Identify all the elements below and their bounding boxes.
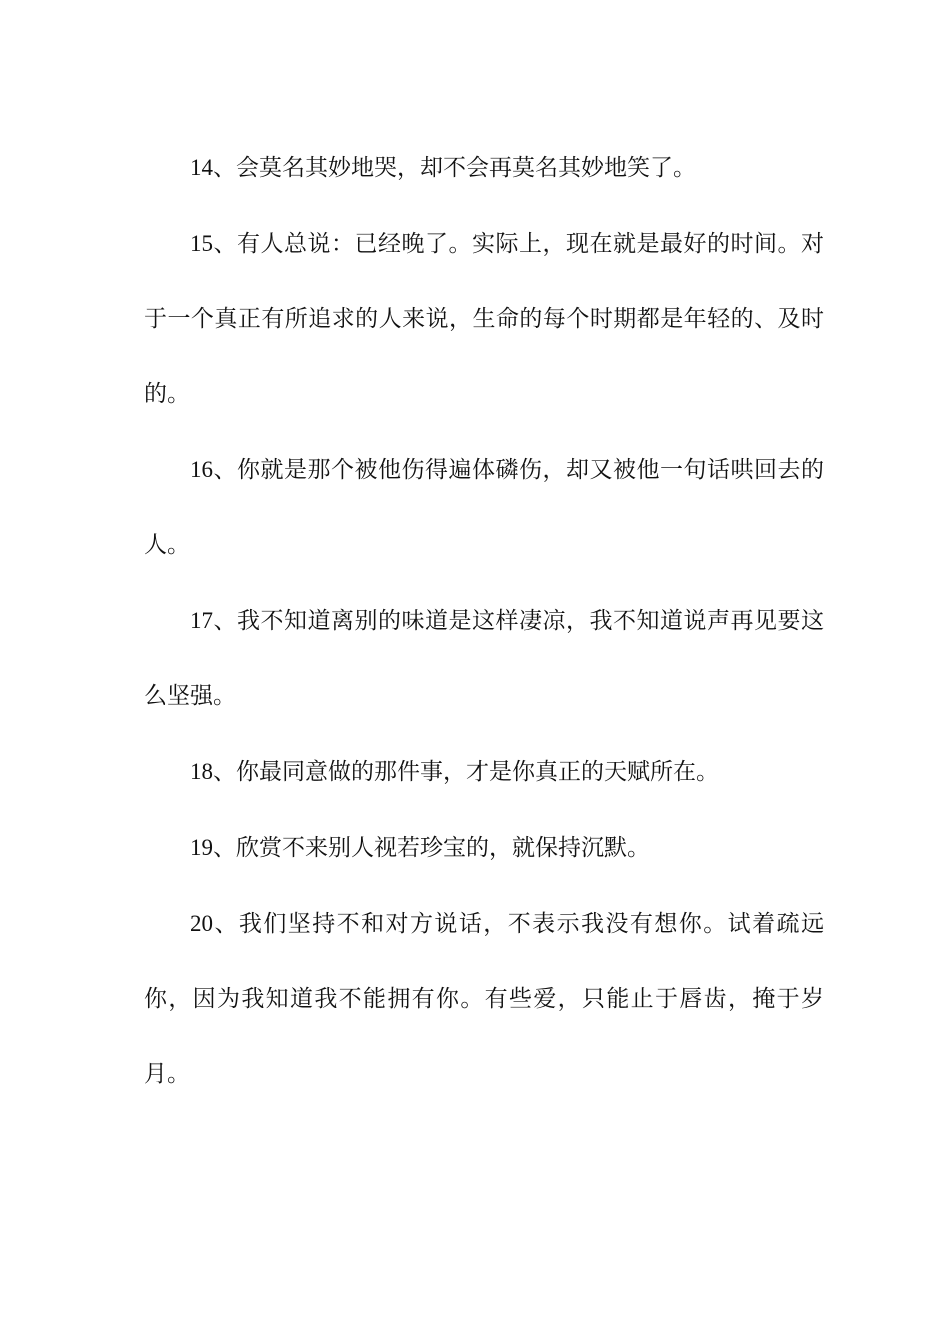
paragraph-15 (144, 206, 824, 432)
paragraph-number: 19 (190, 835, 213, 860)
paragraph-20 (144, 886, 824, 1112)
paragraph-number: 16 (190, 457, 213, 482)
paragraph-number: 15 (190, 231, 213, 256)
paragraph-text: 、你最同意做的那件事，才是你真正的天赋所在。 (213, 759, 719, 785)
paragraph-18 (144, 734, 824, 810)
paragraph-number: 17 (190, 608, 213, 633)
paragraph-19 (144, 810, 824, 886)
document-body (144, 130, 824, 1112)
paragraph-text: 、我不知道离别的味道是这样凄凉，我不知道说声再见要这么坚强。 (144, 608, 824, 709)
paragraph-16 (144, 432, 824, 583)
paragraph-text: 、欣赏不来别人视若珍宝的，就保持沉默。 (213, 835, 650, 861)
paragraph-text: 、我们坚持不和对方说话，不表示我没有想你。试着疏远你，因为我知道我不能拥有你。有些爱，只能止于唇齿，掩于岁月。 (144, 911, 824, 1087)
paragraph-text: 、有人总说：已经晚了。实际上，现在就是最好的时间。对于一个真正有所追求的人来说，生命的每个时期都是年轻的、及时的。 (144, 231, 824, 407)
paragraph-14 (144, 130, 824, 206)
paragraph-17 (144, 583, 824, 734)
paragraph-text: 、会莫名其妙地哭，却不会再莫名其妙地笑了。 (213, 155, 696, 181)
paragraph-number: 18 (190, 759, 213, 784)
paragraph-number: 14 (190, 155, 213, 180)
paragraph-text: 、你就是那个被他伤得遍体磷伤，却又被他一句话哄回去的人。 (144, 457, 824, 558)
paragraph-number: 20 (190, 911, 213, 936)
